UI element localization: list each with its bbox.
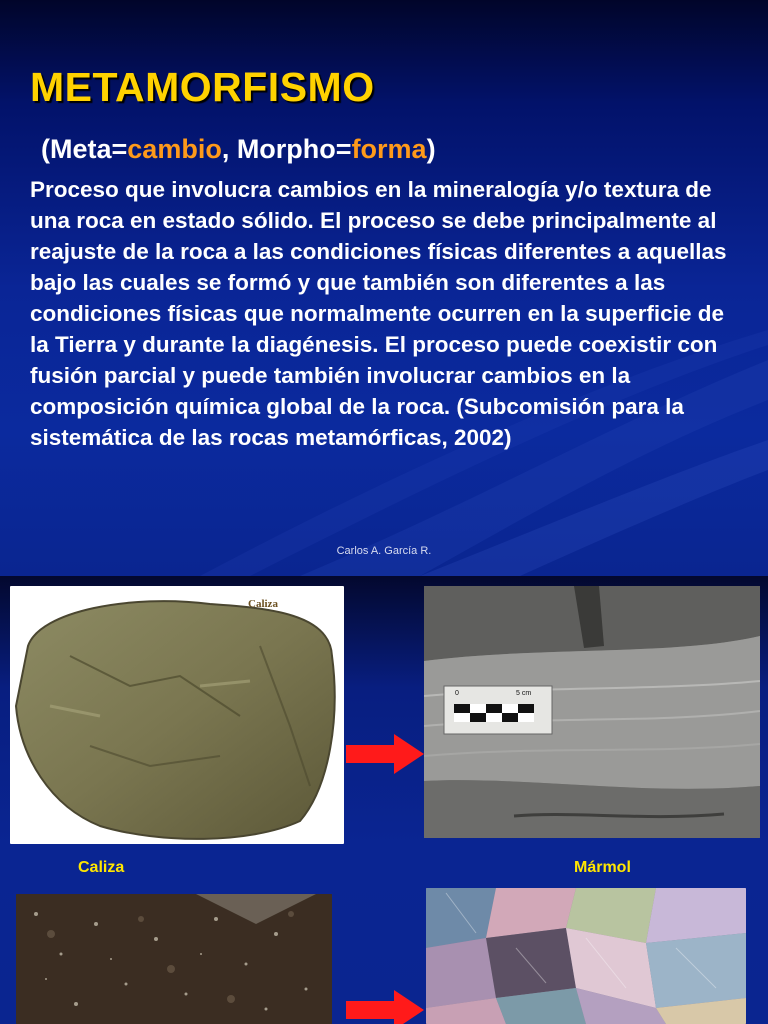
caliza-rock-illustration <box>10 586 344 844</box>
subtitle-word-cambio: cambio <box>127 134 222 164</box>
author-footer: Carlos A. García R. <box>336 545 432 557</box>
marmol-thin-section-photo <box>426 888 746 1024</box>
subtitle-word-forma: forma <box>351 134 427 164</box>
caliza-micrograph-illustration <box>16 894 332 1024</box>
subtitle-open: (Meta= <box>41 134 128 164</box>
caption-marmol: Mármol <box>574 859 631 876</box>
definition-paragraph: Proceso que involucra cambios en la mineralogía y/o textura de una roca en estado sólido. El proceso se debe principalmente al reajuste de la roca a las condiciones físicas diferentes a aquellas bajo las cuales se formó y que también son diferentes a las condiciones físicas que normalmente ocurren en la superficie de la Tierra y durante la diagénesis. El proceso puede coexistir con fusión parcial y puede también involucrar cambios en la composición química global de la roca. (Subcomisión para la sistemática de las rocas metamórficas, 2002) <box>30 177 727 450</box>
caliza-photo-label: Caliza <box>248 598 278 610</box>
marmol-micrograph-illustration <box>426 888 746 1024</box>
subtitle-close: ) <box>426 134 436 164</box>
scale-bar-5cm: 5 cm <box>516 690 532 697</box>
arrow-right-icon <box>346 990 424 1024</box>
caption-caliza: Caliza <box>78 859 125 876</box>
etymology-subtitle <box>41 134 436 165</box>
caliza-thin-section-photo <box>16 894 332 1024</box>
page-title: METAMORFISMO <box>30 64 375 110</box>
caliza-sample-photo <box>10 586 344 844</box>
slide-caliza-marmol <box>0 576 768 1024</box>
subtitle-middle: , Morpho= <box>221 134 352 164</box>
scale-bar-zero: 0 <box>455 690 459 697</box>
marmol-outcrop-illustration <box>424 586 760 838</box>
marmol-outcrop-photo <box>424 586 760 838</box>
arrow-right-icon <box>346 734 424 774</box>
